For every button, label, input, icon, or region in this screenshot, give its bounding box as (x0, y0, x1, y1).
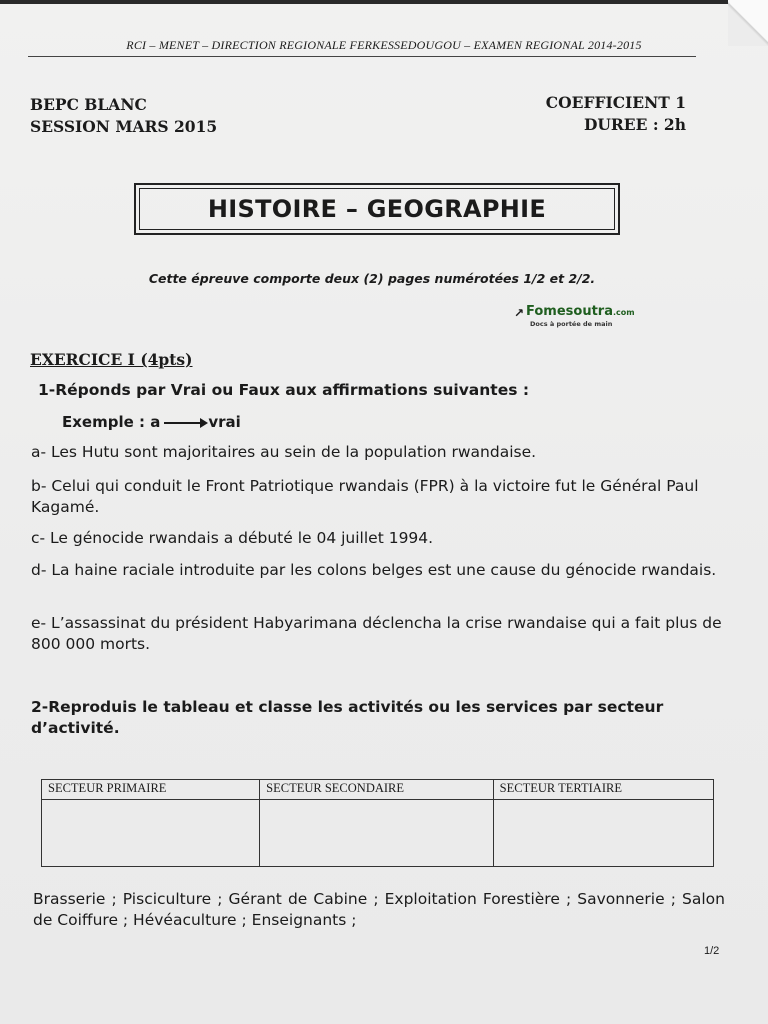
activities-list: Brasserie ; Pisciculture ; Gérant de Cabine ; Exploitation Forestière ; Savonnerie ; Salon de Coiffure ; Hévéaculture ; Enseignants ; (33, 890, 725, 929)
right-arrow-icon (164, 422, 206, 424)
example-label: Exemple : a (62, 413, 161, 431)
page-title: HISTOIRE – GEOGRAPHIE (139, 188, 615, 230)
exam-type: BEPC BLANC (30, 95, 147, 114)
statement-d: d- La haine raciale introduite par les colons belges est une cause du génocide rwandais. (31, 561, 717, 579)
duration: DUREE : 2h (583, 115, 686, 134)
statement-c: c- Le génocide rwandais a débuté le 04 juillet 1994. (31, 529, 434, 547)
example-answer: vrai (208, 413, 241, 431)
statement-a: a- Les Hutu sont majoritaires au sein de la population rwandaise. (31, 443, 537, 461)
cell-tertiary (493, 800, 713, 867)
exam-info (30, 94, 217, 138)
logo-tagline: Docs à portée de main (530, 320, 613, 328)
intro-note: Cette épreuve comporte deux (2) pages numérotées 1/2 et 2/2. (148, 271, 596, 286)
statement-e: e- L’assassinat du président Habyarimana déclencha la crise rwandaise qui a fait plus de 800 000 morts. (31, 614, 722, 653)
question-1: 1-Réponds par Vrai ou Faux aux affirmations suivantes : (38, 381, 530, 399)
cell-secondary (260, 800, 494, 867)
exercise-title: EXERCICE I (4pts) (30, 350, 193, 369)
page-number: 1/2 (704, 945, 720, 957)
logo-arrow-icon: ↗ (514, 306, 525, 320)
coefficient: COEFFICIENT 1 (545, 93, 686, 112)
scan-top-edge (0, 0, 768, 4)
header-tertiary: SECTEUR TERTIAIRE (493, 780, 713, 800)
logo-brand: Fomesoutra.com (526, 304, 635, 319)
header-primary: SECTEUR PRIMAIRE (42, 780, 260, 800)
example-line (62, 413, 241, 431)
title-box (134, 183, 620, 235)
sector-table-header (42, 780, 714, 800)
header-line: RCI – MENET – DIRECTION REGIONALE FERKESSEDOUGOU – EXAMEN REGIONAL 2014-2015 (126, 38, 642, 52)
header-secondary: SECTEUR SECONDAIRE (260, 780, 494, 800)
fomesoutra-logo (508, 304, 648, 334)
statement-b: b- Celui qui conduit le Front Patriotique rwandais (FPR) à la victoire fut le Général Paul Kagamé. (31, 477, 699, 516)
sector-table-row (42, 800, 714, 867)
exam-coefficient-duration (546, 92, 686, 136)
exam-session: SESSION MARS 2015 (30, 117, 218, 136)
header-rule (28, 56, 696, 57)
cell-primary (42, 800, 260, 867)
question-2: 2-Reproduis le tableau et classe les activités ou les services par secteur d’activité. (31, 698, 664, 737)
sector-table (41, 779, 714, 867)
